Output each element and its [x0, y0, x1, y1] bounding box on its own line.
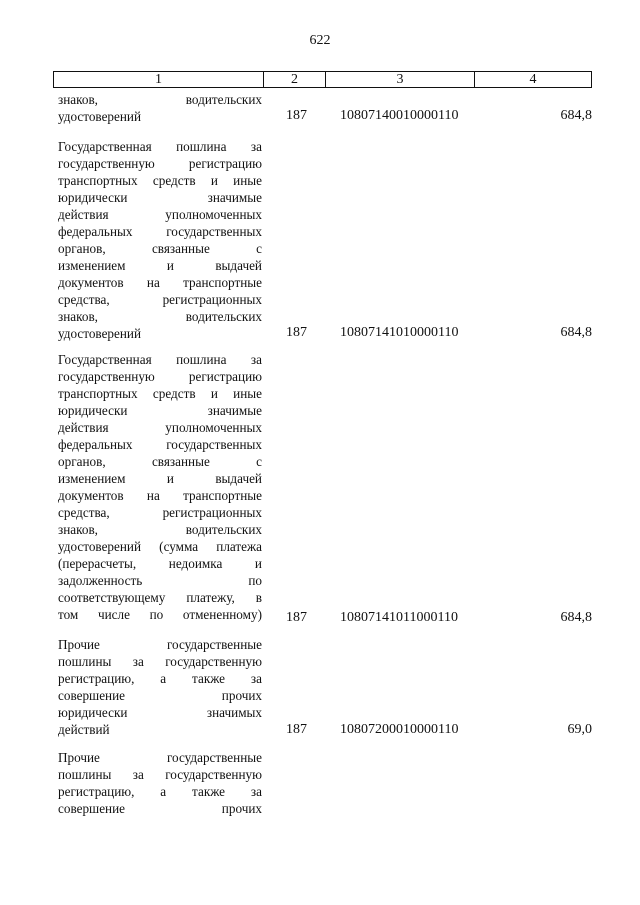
table-row — [53, 138, 592, 348]
row-value: 684,8 — [560, 610, 592, 625]
row-name: знаков, водительских удостоверений — [58, 92, 262, 124]
row-name: Прочие государственные пошлины за государственную регистрацию, а также за совершение прочих — [58, 750, 262, 816]
row-code: 187 — [286, 108, 307, 123]
row-kbk: 10807200010000110 — [340, 722, 459, 737]
table-row — [53, 749, 592, 821]
table-row — [53, 636, 592, 742]
column-2-header: 2 — [264, 72, 326, 87]
row-value: 684,8 — [560, 325, 592, 340]
row-kbk: 10807141010000110 — [340, 325, 459, 340]
row-value: 684,8 — [560, 108, 592, 123]
table-header — [53, 71, 592, 88]
row-kbk: 10807141011000110 — [340, 610, 458, 625]
row-name: Прочие государственные пошлины за государственную регистрацию, а также за совершение прочих юридически значимых действий — [58, 637, 262, 737]
column-4-header: 4 — [529, 72, 537, 87]
row-kbk: 10807140010000110 — [340, 108, 459, 123]
table-row — [53, 351, 592, 631]
column-1-header: 1 — [54, 72, 264, 87]
row-name: Государственная пошлина за государственную регистрацию транспортных средств и иные юридически значимые действия уполномоченных федеральных государственных органов, связанные с изменением и выдачей документов на транспортные средства, регистрационных знаков, водительских удостоверений — [58, 139, 262, 341]
row-value: 69,0 — [567, 722, 592, 737]
row-code: 187 — [286, 325, 307, 340]
page-number: 622 — [309, 33, 331, 48]
row-name: Государственная пошлина за государственную регистрацию транспортных средств и иные юридически значимые действия уполномоченных федеральных государственных органов, связанные с изменением и выдачей документов на транспортные средства, регистрационных знаков, водительских удостоверений (сумма платежа (перерасчеты, недоимка и задолженность по соответствующему платежу, в том числе по отмененному) — [58, 352, 262, 622]
row-code: 187 — [286, 722, 307, 737]
column-3-header: 3 — [326, 72, 475, 87]
table-row — [53, 91, 592, 127]
row-code: 187 — [286, 610, 307, 625]
